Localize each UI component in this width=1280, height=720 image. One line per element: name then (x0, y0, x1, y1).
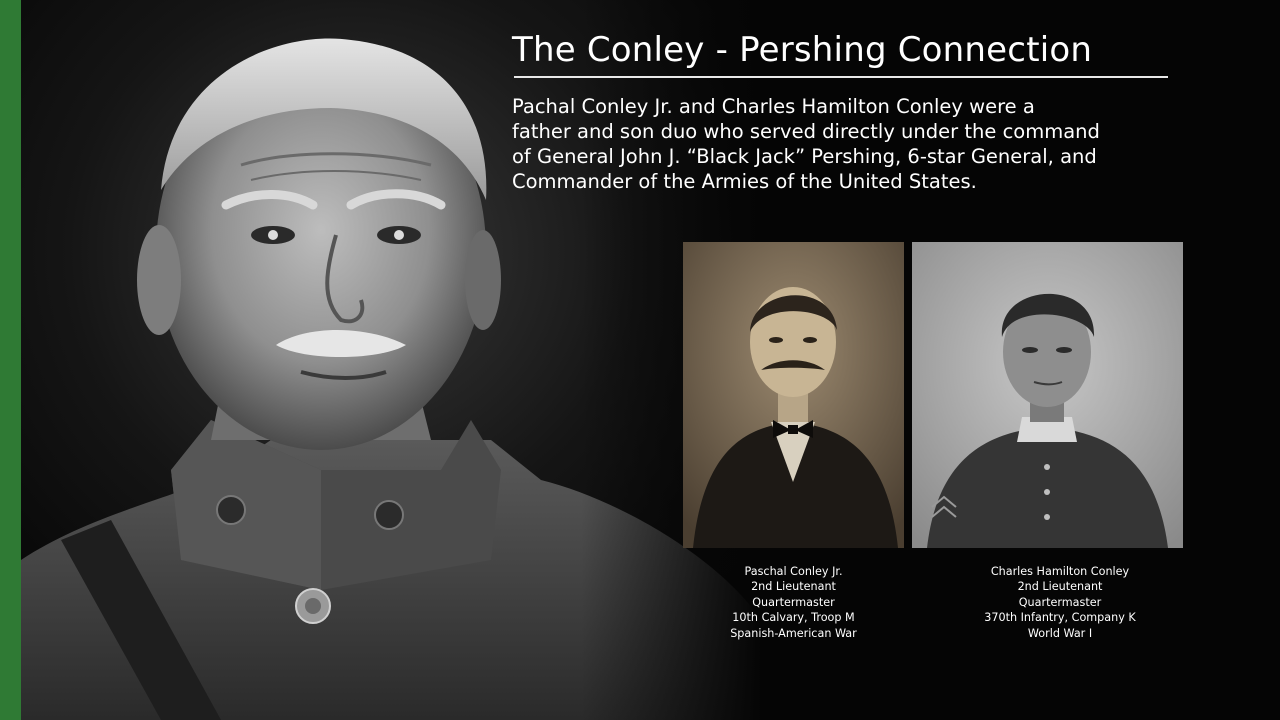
charles-conley-caption (925, 564, 1195, 641)
intro-line: of General John J. “Black Jack” Pershing, 6-star General, and (512, 145, 1097, 168)
caption-line: 2nd Lieutenant (751, 580, 836, 594)
intro-paragraph (512, 94, 1232, 194)
intro-line: Pachal Conley Jr. and Charles Hamilton Conley were a (512, 95, 1035, 118)
caption-line: 370th Infantry, Company K (984, 611, 1136, 625)
caption-line: World War I (1027, 626, 1093, 640)
caption-line: Spanish-American War (730, 626, 857, 640)
caption-line: Charles Hamilton Conley (990, 565, 1130, 578)
accent-bar (0, 0, 21, 720)
paschal-conley-caption (683, 564, 904, 641)
caption-line: Quartermaster (752, 595, 835, 609)
caption-line: 2nd Lieutenant (1017, 580, 1103, 594)
intro-line: Commander of the Armies of the United States. (512, 170, 977, 193)
caption-line: Quartermaster (1018, 595, 1102, 609)
caption-line: 10th Calvary, Troop M (732, 611, 855, 625)
intro-line: father and son duo who served directly under the command (512, 120, 1100, 143)
caption-line: Paschal Conley Jr. (744, 565, 843, 578)
paschal-conley-photo (683, 242, 904, 548)
title-divider (514, 76, 1168, 78)
slide-title: The Conley - Pershing Connection (512, 30, 1093, 70)
charles-conley-photo (912, 242, 1183, 548)
